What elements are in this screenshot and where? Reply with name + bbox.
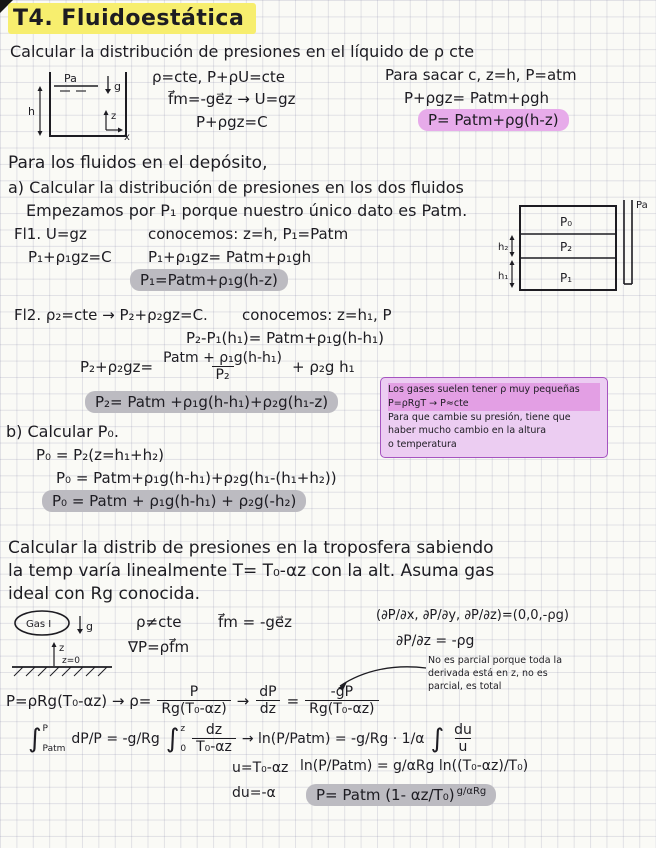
fl1-known: conocemos: z=h, P₁=Patm xyxy=(148,225,349,243)
p2-label: P₂ xyxy=(560,240,573,254)
s3-grad-eq: ∇P=ρf⃗m xyxy=(128,638,190,656)
ideal-gas-ode-equation xyxy=(6,684,379,717)
fraction-denominator: dz xyxy=(256,700,280,717)
s3-dpdz-eq: ∂P/∂z = -ρg xyxy=(396,633,475,649)
pressure-integral xyxy=(28,724,65,754)
s1-eq-bernoulli: P+ρgz=C xyxy=(196,113,268,131)
eqB-t1: dP/P = -g/Rg xyxy=(71,730,160,747)
s1-result xyxy=(418,111,569,129)
fl2-eq2 xyxy=(80,350,355,383)
section1-heading: Calcular la distribución de presiones en el líquido de ρ cte xyxy=(10,42,475,61)
eqB-t2: → ln(P/Patm) = -g/Rg · 1/α xyxy=(241,730,425,747)
substitution-u: u=T₀-αz xyxy=(232,760,289,776)
s2-intro2: a) Calcular la distribución de presiones en los dos fluidos xyxy=(8,178,464,197)
open-tank-diagram xyxy=(26,60,146,148)
fraction-numerator: -gP xyxy=(330,684,354,700)
height-label: h xyxy=(28,105,35,118)
s3-fm-eq: f⃗m = -ge⃗z xyxy=(218,613,293,631)
s3-intro2: la temp varía linealmente T= T₀-αz con la alt. Asuma gas xyxy=(8,561,495,581)
fl2-eq2-fraction xyxy=(159,350,286,383)
gas-note-line: Los gases suelen tener ρ muy pequeñas xyxy=(388,383,600,397)
s2-intro3: Empezamos por P₁ porque nuestro único dato es Patm. xyxy=(26,201,468,220)
s1-eq-density: ρ=cte, P+ρU=cte xyxy=(152,68,286,86)
p0-label: P₀ xyxy=(560,215,573,229)
page-title xyxy=(8,6,256,32)
fraction-denominator: u xyxy=(455,738,472,755)
gas-column-diagram xyxy=(8,606,128,680)
tube-pa-label: Pa xyxy=(636,200,648,211)
gravity-label: g xyxy=(86,620,93,633)
two-fluid-tank-diagram xyxy=(498,192,656,304)
integral-symbol: ∫ xyxy=(165,723,180,754)
s1-right-heading: Para sacar c, z=h, P=atm xyxy=(385,66,577,84)
fraction-denominator: Rg(T₀-αz) xyxy=(305,700,378,717)
integral-lower-limit: Patm xyxy=(42,743,66,754)
fl2-known: conocemos: z=h₁, P xyxy=(242,306,392,324)
equals-sign: = xyxy=(286,691,300,710)
fl2-label: Fl2. ρ₂=cte → P₂+ρ₂gz=C. xyxy=(14,306,208,324)
fl2-eq1: P₂-P₁(h₁)= Patm+ρ₁g(h-h₁) xyxy=(186,329,384,347)
b-eq1: P₀ = P₂(z=h₁+h₂) xyxy=(36,446,164,464)
integral-upper-limit: P xyxy=(42,723,48,734)
fraction-numerator: Patm + ρ₁g(h-h₁) xyxy=(163,350,282,366)
gravity-label: g xyxy=(114,80,121,93)
gas-note-line: Para que cambie su presión, tiene que xyxy=(388,411,571,423)
integral-lower-limit: 0 xyxy=(180,743,187,754)
s3-intro3: ideal con Rg conocida. xyxy=(8,584,201,604)
b-result-highlight: P₀ = Patm + ρ₁g(h-h₁) + ρ₂g(-h₂) xyxy=(42,490,306,512)
arrow-glyph: → xyxy=(236,691,250,710)
rhs-fraction xyxy=(305,684,378,717)
fl2-result xyxy=(85,393,338,411)
title-highlight: T4. Fluidoestática xyxy=(8,3,256,34)
result-exponent: g/αRg xyxy=(456,786,487,797)
p1-label: P₁ xyxy=(560,271,573,285)
gas-note-line: haber mucho cambio en la altura xyxy=(388,425,547,437)
height-integral xyxy=(166,724,186,754)
fraction-numerator: du xyxy=(454,722,472,738)
s2-intro1: Para los fluidos en el depósito, xyxy=(8,153,268,173)
tank-pa-label: Pa xyxy=(64,72,77,85)
fl2-result-highlight: P₂= Patm +ρ₁g(h-h₁)+ρ₂g(h₁-z) xyxy=(85,391,338,413)
dpdz-fraction xyxy=(255,684,280,717)
s1-result-highlight: P= Patm+ρg(h-z) xyxy=(418,109,569,131)
result-base: P= Patm (1- αz/T₀) xyxy=(316,786,455,804)
gas-note-line: o temperatura xyxy=(388,439,457,451)
fl1-eq1: P₁+ρ₁gz=C xyxy=(28,248,112,266)
b-heading: b) Calcular P₀. xyxy=(6,422,119,441)
integral-symbol: ∫ xyxy=(430,723,445,754)
gas-label: Gas I xyxy=(26,619,52,630)
h2-label: h₂ xyxy=(498,242,509,253)
integration-equation xyxy=(28,722,476,755)
du-fraction xyxy=(450,722,476,755)
fl1-result-highlight: P₁=Patm+ρ₁g(h-z) xyxy=(130,269,288,291)
fl2-eq2-lhs: P₂+ρ₂gz= xyxy=(80,357,154,376)
x-axis-label: x xyxy=(124,132,130,143)
fl1-label: Fl1. U=gz xyxy=(14,225,87,243)
z-axis-label: z xyxy=(59,643,65,654)
s1-right-eq: P+ρgz= Patm+ρgh xyxy=(404,89,550,107)
integral-upper-limit: z xyxy=(180,723,186,734)
gas-note-box xyxy=(380,377,608,458)
s3-intro1: Calcular la distrib de presiones en la troposfera sabiendo xyxy=(8,538,494,558)
log-solution-eq: ln(P/Patm) = g/αRg ln((T₀-αz)/T₀) xyxy=(300,758,529,774)
fl1-result xyxy=(130,271,288,289)
density-fraction xyxy=(157,684,230,717)
b-eq2: P₀ = Patm+ρ₁g(h-h₁)+ρ₂g(h₁-(h₁+h₂)) xyxy=(56,469,337,487)
fl1-eq2: P₁+ρ₁gz= Patm+ρ₁gh xyxy=(148,248,312,266)
fraction-denominator: Rg(T₀-αz) xyxy=(157,700,230,717)
integral-symbol: ∫ xyxy=(28,723,42,754)
h1-label: h₁ xyxy=(498,271,509,282)
b-result xyxy=(42,492,306,510)
troposphere-result xyxy=(306,786,496,804)
gas-note-line: P=ρRgT → P≈cte xyxy=(388,397,600,411)
eqA-lhs: P=ρRg(T₀-αz) → ρ= xyxy=(6,691,152,710)
s1-eq-potential: f⃗m=-ge⃗z → U=gz xyxy=(168,90,296,108)
dz-fraction xyxy=(192,722,236,755)
fraction-denominator: P₂ xyxy=(212,366,234,383)
s3-rho-note: ρ≠cte xyxy=(136,613,182,631)
fraction-numerator: P xyxy=(189,684,199,700)
substitution-du: du=-α xyxy=(232,785,276,801)
z0-label: z=0 xyxy=(62,656,80,666)
margin-note: No es parcial porque toda la derivada está en z, no es parcial, es total xyxy=(428,655,563,692)
fraction-numerator: dz xyxy=(205,722,223,738)
fraction-numerator: dP xyxy=(259,684,277,700)
s3-partials-eq: (∂P/∂x, ∂P/∂y, ∂P/∂z)=(0,0,-ρg) xyxy=(376,608,569,623)
troposphere-result-highlight xyxy=(306,784,496,806)
z-axis-label: z xyxy=(111,111,117,122)
fl2-eq2-tail: + ρ₂g h₁ xyxy=(292,357,355,376)
fraction-denominator: T₀-αz xyxy=(192,738,236,755)
